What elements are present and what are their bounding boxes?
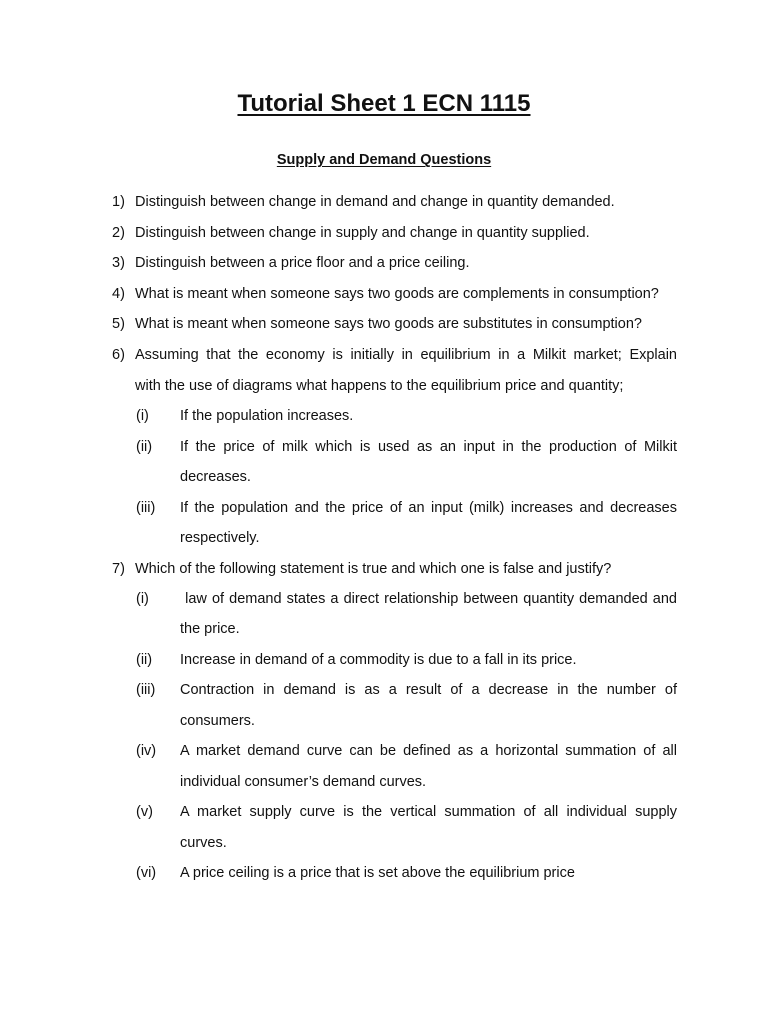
part-text: If the population increases. xyxy=(180,408,354,424)
question-text: Distinguish between change in supply and change in quantity supplied. xyxy=(135,225,590,241)
part-text-line-1: A market demand curve can be defined as a horizontal summation of all xyxy=(180,743,677,759)
question-text-line-1: Assuming that the economy is initially in equilibrium in a Milkit market; Explain xyxy=(135,347,677,363)
part-text-line-1: law of demand states a direct relationship between quantity demanded and xyxy=(180,591,677,607)
part-number: (ii) xyxy=(136,652,153,668)
part-text-line-2: individual consumer’s demand curves. xyxy=(180,774,427,790)
section-subtitle: Supply and Demand Questions xyxy=(276,152,492,168)
question-number: 6) xyxy=(112,347,125,363)
part-number: (iii) xyxy=(136,500,156,516)
question-number: 4) xyxy=(112,286,125,302)
question-text-line-2: with the use of diagrams what happens to the equilibrium price and quantity; xyxy=(135,378,624,394)
part-text-line-1: Contraction in demand is as a result of a decrease in the number of xyxy=(180,682,677,698)
part-text-line-1: If the price of milk which is used as an input in the production of Milkit xyxy=(180,439,677,455)
question-number: 3) xyxy=(112,255,125,271)
question-text: Distinguish between change in demand and change in quantity demanded. xyxy=(135,194,615,210)
part-text: A price ceiling is a price that is set above the equilibrium price xyxy=(180,865,575,881)
part-number: (i) xyxy=(136,591,149,607)
question-number: 7) xyxy=(112,561,125,577)
part-number: (v) xyxy=(136,804,153,820)
question-number: 1) xyxy=(112,194,125,210)
page-title: Tutorial Sheet 1 ECN 1115 xyxy=(237,90,531,117)
part-text-line-2: decreases. xyxy=(180,469,251,485)
question-text: Distinguish between a price floor and a price ceiling. xyxy=(135,255,470,271)
part-text-line-2: consumers. xyxy=(180,713,255,729)
part-text-line-2: respectively. xyxy=(180,530,260,546)
part-number: (iii) xyxy=(136,682,156,698)
part-text: Increase in demand of a commodity is due to a fall in its price. xyxy=(180,652,577,668)
question-number: 5) xyxy=(112,316,125,332)
question-text: What is meant when someone says two goods are substitutes in consumption? xyxy=(135,316,642,332)
part-text-line-1: A market supply curve is the vertical summation of all individual supply xyxy=(180,804,677,820)
question-text: What is meant when someone says two goods are complements in consumption? xyxy=(135,286,659,302)
part-number: (ii) xyxy=(136,439,153,455)
part-number: (vi) xyxy=(136,865,157,881)
part-number: (iv) xyxy=(136,743,157,759)
question-number: 2) xyxy=(112,225,125,241)
part-text-line-2: the price. xyxy=(180,621,240,637)
part-number: (i) xyxy=(136,408,149,424)
question-text: Which of the following statement is true and which one is false and justify? xyxy=(135,561,612,577)
part-text-line-1: If the population and the price of an input (milk) increases and decreases xyxy=(180,500,677,516)
part-text-line-2: curves. xyxy=(180,835,227,851)
